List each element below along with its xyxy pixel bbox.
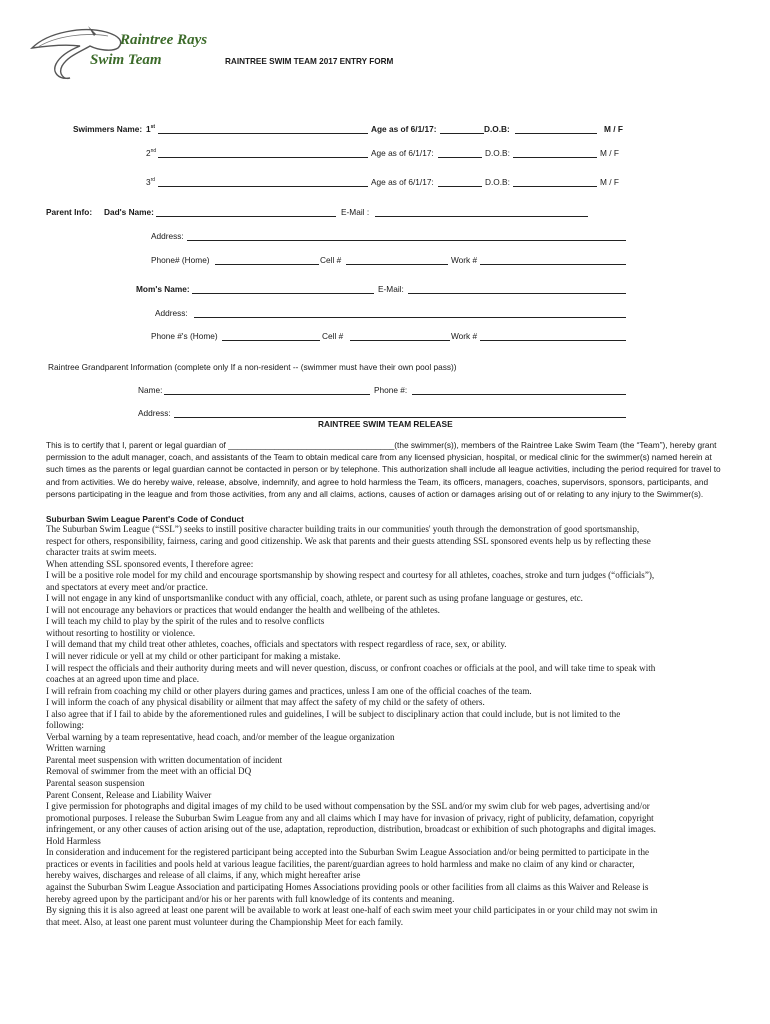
conduct-line: promotional purposes. I release the Suburban Swim League from any and all claims which I may have for invasion of privacy, right of publicity, defamation, copyright xyxy=(46,812,654,823)
swimmer-3-ordinal: 3rd xyxy=(146,177,156,187)
dad-cell-field[interactable] xyxy=(346,255,448,265)
dad-email-label: E-Mail : xyxy=(341,207,370,217)
dad-address-field[interactable] xyxy=(187,231,626,241)
mom-work-label: Work # xyxy=(451,331,478,341)
swimmer-3-age-label: Age as of 6/1/17: xyxy=(371,177,434,187)
swimmer-3-name-field[interactable] xyxy=(158,177,368,187)
swimmer-2-dob-field[interactable] xyxy=(513,148,597,158)
mom-cell-field[interactable] xyxy=(350,331,450,341)
release-line: such times as the parents or legal guardian cannot be contacted in person or by telephone. This authorization shall include all league activities, including the period required for travel to xyxy=(46,464,721,475)
logo-text-line2: Swim Team xyxy=(90,52,162,68)
conduct-line: I will be a positive role model for my child and encourage sportsmanship by showing respect and courtesy for all athletes, coaches, stroke and turn judges (“officials”), xyxy=(46,570,655,581)
dad-cell-label: Cell # xyxy=(320,255,342,265)
mom-address-label: Address: xyxy=(155,308,188,318)
conduct-line: I will demand that my child treat other athletes, coaches, officials and spectators with respect regardless of race, sex, or ability. xyxy=(46,639,507,650)
parent-info-label: Parent Info: xyxy=(46,207,93,217)
conduct-line: I will never ridicule or yell at my child or other participant for making a mistake. xyxy=(46,651,341,662)
conduct-line: character traits at swim meets. xyxy=(46,547,157,558)
grandparent-heading: Raintree Grandparent Information (complete only If a non-resident -- (swimmer must have their own pool pass)) xyxy=(48,362,457,372)
dad-phone-label: Phone# (Home) xyxy=(151,255,210,265)
conduct-line: infringement, or any other causes of action arising out of the use, adaptation, reproduction, distribution, broadcast or exhibition of such photographs and digital images. xyxy=(46,824,656,835)
code-of-conduct-heading: Suburban Swim League Parent's Code of Conduct xyxy=(46,514,244,524)
conduct-line: Parent Consent, Release and Liability Waiver xyxy=(46,789,212,800)
mom-name-field[interactable] xyxy=(192,284,374,294)
conduct-line: I will teach my child to play by the spirit of the rules and to resolve conflicts xyxy=(46,616,325,627)
grandparent-address-field[interactable] xyxy=(174,408,626,418)
conduct-line: Parental season suspension xyxy=(46,778,145,789)
swimmer-1-dob-field[interactable] xyxy=(515,124,597,134)
swimmer-1-age-label: Age as of 6/1/17: xyxy=(371,124,437,134)
release-line: permission to the adult manager, coach, and assistants of the Team to obtain medical care from any licensed physician, hospital, or medical clinic for the swimmer(s) named herein at xyxy=(46,452,712,463)
release-line: and from activities. We do hereby waive, release, absolve, indemnify, and agree to hold harmless the Team, its officers, managers, coaches, supervisors, sponsors, participants, and xyxy=(46,476,709,487)
mom-email-label: E-Mail: xyxy=(378,284,404,294)
conduct-line: I will refrain from coaching my child or other players during games and practices, unless I am one of the official coaches of the team. xyxy=(46,685,532,696)
grandparent-phone-label: Phone #: xyxy=(374,385,408,395)
page-title: RAINTREE SWIM TEAM 2017 ENTRY FORM xyxy=(225,57,394,66)
swimmers-name-label: Swimmers Name: xyxy=(73,124,143,134)
grandparent-address-label: Address: xyxy=(138,408,171,418)
conduct-line: hereby waives, discharges and release of all claims, if any, which might hereafter arise xyxy=(46,870,361,881)
swimmer-1-name-field[interactable] xyxy=(158,124,368,134)
conduct-line: In consideration and inducement for the registered participant being accepted into the Suburban Swim League Association and/or being permitted to participate in the xyxy=(46,847,650,858)
swimmer-3-age-field[interactable] xyxy=(438,177,482,187)
mom-phone-label: Phone #'s (Home) xyxy=(151,331,218,341)
conduct-line: that meet. Also, at least one parent must volunteer during the Championship Meet for each family. xyxy=(46,916,404,927)
dad-name-field[interactable] xyxy=(156,207,336,217)
conduct-line: against the Suburban Swim League Association and participating Homes Associations providing pools or other facilities from all claims as this Waiver and Release is xyxy=(46,881,649,892)
release-paragraph xyxy=(46,439,724,500)
conduct-line: Removal of swimmer from the meet with an official DQ xyxy=(46,766,252,777)
release-line: This is to certify that I, parent or legal guardian of ____________________________________(the swimmer(s)), members of the Raintree Lake Swim Team (the “Team”), hereby grant xyxy=(46,440,717,450)
mom-work-field[interactable] xyxy=(480,331,626,341)
dad-phone-field[interactable] xyxy=(215,255,319,265)
release-line: persons participating in the league and from those activities, from any and all claims, actions, causes of action or damages arising out of or relating to any injury to the Swimmer(s). xyxy=(46,488,704,499)
conduct-line: coaches at an agreed upon time and place. xyxy=(46,674,200,685)
conduct-line: By signing this it is also agreed at least one parent will be available to work at least one-half of each swim meet your child participates in or your child may not swim in xyxy=(46,905,658,916)
conduct-line: hereby agreed upon by the participant and/or his or her parents with full knowledge of its contents and meaning. xyxy=(46,893,455,904)
swimmer-1-sex[interactable]: M / F xyxy=(604,124,623,134)
conduct-line: following: xyxy=(46,720,84,731)
swimmer-3-sex[interactable]: M / F xyxy=(600,177,619,187)
dad-address-label: Address: xyxy=(151,231,184,241)
conduct-line: Parental meet suspension with written documentation of incident xyxy=(46,754,283,765)
mom-cell-label: Cell # xyxy=(322,331,344,341)
conduct-line: I will not encourage any behaviors or practices that would endanger the health and wellbeing of the athletes. xyxy=(46,604,440,615)
dad-work-label: Work # xyxy=(451,255,478,265)
conduct-line: I also agree that if I fail to abide by the aforementioned rules and guidelines, I will be subject to disciplinary action that could include, but is not limited to the xyxy=(46,708,621,719)
dad-email-field[interactable] xyxy=(375,207,588,217)
swimmer-3-dob-label: D.O.B: xyxy=(485,177,510,187)
logo-text-line1: Raintree Rays xyxy=(120,32,208,48)
swimmer-2-dob-label: D.O.B: xyxy=(485,148,510,158)
swimmer-1-age-field[interactable] xyxy=(440,124,484,134)
mom-phone-field[interactable] xyxy=(222,331,320,341)
conduct-line: I will respect the officials and their authority during meets and will never question, discuss, or confront coaches or officials at the pool, and will take time to speak with xyxy=(46,662,656,673)
release-title: RAINTREE SWIM TEAM RELEASE xyxy=(318,419,453,429)
mom-name-label: Mom's Name: xyxy=(136,284,190,294)
swimmer-2-name-field[interactable] xyxy=(158,148,368,158)
conduct-line: practices or events in facilities and pools held at various league facilities, the parent/guardian agrees to hold harmless and make no claim of any kind or character, xyxy=(46,858,635,869)
conduct-line: Hold Harmless xyxy=(46,835,101,846)
dad-name-label: Dad's Name: xyxy=(104,207,154,217)
swimmer-2-sex[interactable]: M / F xyxy=(600,148,619,158)
conduct-line: I will not engage in any kind of unsportsmanlike conduct with any official, coach, athlete, or parent such as using profane language or gestures, etc. xyxy=(46,593,583,604)
swimmer-2-age-field[interactable] xyxy=(438,148,482,158)
conduct-line: Written warning xyxy=(46,743,106,754)
code-of-conduct-body xyxy=(46,524,724,928)
grandparent-name-field[interactable] xyxy=(164,385,370,395)
conduct-line: and spectators at every meet and/or practice. xyxy=(46,581,208,592)
swimmer-1-ordinal: 1st xyxy=(146,124,156,134)
conduct-line: The Suburban Swim League (“SSL”) seeks to instill positive character building traits in our communities' youth through the demonstration of good sportsmanship, xyxy=(46,524,640,534)
grandparent-phone-field[interactable] xyxy=(412,385,626,395)
conduct-line: respect for others, responsibility, fairness, caring and good citizenship. We ask that parents and their guests attending SSL sponsored events help us by reflecting these xyxy=(46,535,651,546)
swimmer-2-age-label: Age as of 6/1/17: xyxy=(371,148,434,158)
mom-email-field[interactable] xyxy=(408,284,626,294)
conduct-line: Verbal warning by a team representative, head coach, and/or member of the league organization xyxy=(46,731,395,742)
mom-address-field[interactable] xyxy=(194,308,626,318)
conduct-line: I give permission for photographs and digital images of my child to be used without compensation by the SSL and/or my swim club for web pages, advertising and/or xyxy=(46,801,650,812)
conduct-line: When attending SSL sponsored events, I therefore agree: xyxy=(46,558,254,569)
team-logo xyxy=(28,22,228,82)
conduct-line: I will inform the coach of any physical disability or ailment that may affect the safety of my child or the safety of others. xyxy=(46,697,485,708)
grandparent-name-label: Name: xyxy=(138,385,163,395)
swimmer-2-ordinal: 2nd xyxy=(146,148,157,158)
swimmer-3-dob-field[interactable] xyxy=(513,177,597,187)
swimmer-1-dob-label: D.O.B: xyxy=(484,124,510,134)
conduct-line: without resorting to hostility or violence. xyxy=(46,627,196,638)
dad-work-field[interactable] xyxy=(480,255,626,265)
